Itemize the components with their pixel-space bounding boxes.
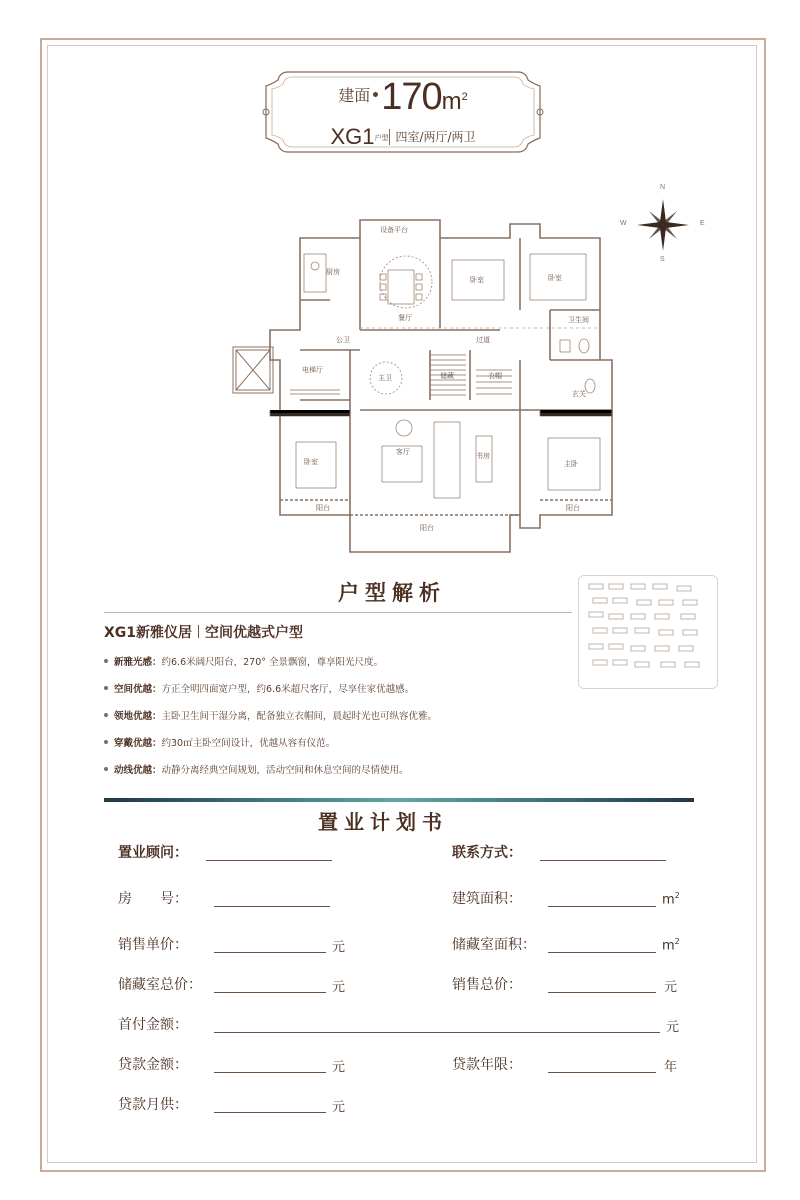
room-kitchen: 厨房	[326, 268, 340, 276]
room-bedroom-left: 卧室	[304, 458, 318, 466]
room-dining: 餐厅	[398, 314, 412, 322]
area-dot	[373, 92, 378, 97]
storage-total-label: 储藏室总价：	[118, 977, 202, 993]
sale-total-field[interactable]	[548, 992, 656, 993]
compass-n: N	[660, 184, 666, 191]
analysis-subtitle-left: XG1新雅仪居	[104, 625, 193, 641]
sale-total-label: 销售总价：	[452, 977, 522, 993]
analysis-subtitle-right: 空间优越式户型	[205, 625, 304, 641]
analysis-item: 动线优越：动静分离经典空间规划，活动空间和休息空间的尽情使用。	[104, 762, 584, 789]
floor-plan	[230, 210, 630, 555]
room-balcony-left: 阳台	[316, 504, 330, 512]
area-unit: $m^2$	[441, 88, 468, 115]
down-payment-unit: 元	[666, 1020, 680, 1035]
section-divider	[104, 788, 694, 794]
room-living: 客厅	[396, 448, 410, 456]
storage-area-label: 储藏室面积：	[452, 937, 536, 953]
analysis-item: 新雅光感：约6.6米阔尺阳台，270° 全景飘窗，尊享阳光尺度。	[104, 654, 584, 681]
storage-total-field[interactable]	[214, 992, 326, 993]
room-entry: 玄关	[572, 390, 586, 398]
room-corridor: 过道	[476, 336, 490, 344]
loan-amount-label: 贷款金额：	[118, 1057, 188, 1073]
room-master-bath: 主卫	[378, 374, 392, 382]
area-value: 170	[381, 76, 442, 118]
room-no-field[interactable]	[214, 906, 330, 907]
bullet-dot-icon	[104, 659, 108, 663]
unit-price-unit: 元	[332, 940, 346, 955]
storage-area-unit: $m^2$	[662, 937, 680, 954]
subtitle-bar	[198, 625, 199, 638]
building-area-label: 建筑面积：	[452, 891, 522, 907]
header-cartouche	[258, 64, 548, 160]
room-walk-in: 衣帽	[488, 372, 502, 380]
loan-amount-unit: 元	[332, 1060, 346, 1075]
contact-field[interactable]	[540, 860, 666, 861]
room-study: 书房	[476, 452, 490, 460]
room-bedroom-top-right: 卧室	[548, 274, 562, 282]
analysis-title: 户型解析	[338, 581, 446, 605]
storage-area-field[interactable]	[548, 952, 656, 953]
analysis-item: 领地优越：主卧卫生间干湿分离，配备独立衣帽间，晨起时光也可纵容优雅。	[104, 708, 584, 735]
compass-icon	[620, 186, 706, 264]
analysis-rule	[104, 612, 572, 613]
area-label: 建面	[338, 86, 371, 105]
room-elevator-hall: 电梯厅	[302, 366, 323, 374]
room-storage-balcony: 设备平台	[380, 226, 408, 234]
analysis-list	[104, 654, 584, 789]
bullet-dot-icon	[104, 713, 108, 717]
type-code-sub: 户型	[374, 134, 389, 142]
unit-price-label: 销售单价：	[118, 937, 188, 953]
analysis-item: 空间优越：方正全明四面宽户型，约6.6米超尺客厅，尽享住家优越感。	[104, 681, 584, 708]
layout-text: 四室/两厅/两卫	[395, 130, 476, 144]
room-balcony-right: 阳台	[566, 504, 580, 512]
room-no-label: 房 号：	[118, 891, 188, 907]
building-area-unit: $m^2$	[662, 891, 680, 908]
unit-price-field[interactable]	[214, 952, 326, 953]
contact-label: 联系方式：	[452, 845, 522, 861]
room-storage: 储藏	[440, 372, 454, 380]
monthly-label: 贷款月供：	[118, 1097, 188, 1113]
analysis-item: 穿戴优越：约30㎡主卧空间设计，优越从容有仪范。	[104, 735, 584, 762]
room-bedroom-top: 卧室	[470, 276, 484, 284]
purchase-plan-title: 置业计划书	[318, 810, 448, 834]
loan-years-label: 贷款年限：	[452, 1057, 522, 1073]
consultant-label: 置业顾问：	[118, 845, 188, 861]
site-plan-thumbnail	[578, 575, 718, 689]
bullet-dot-icon	[104, 686, 108, 690]
analysis-subtitle	[104, 622, 303, 642]
storage-total-unit: 元	[332, 980, 346, 995]
building-area-field[interactable]	[548, 906, 656, 907]
sale-total-unit: 元	[664, 980, 678, 995]
monthly-field[interactable]	[214, 1112, 326, 1113]
bullet-dot-icon	[104, 767, 108, 771]
consultant-field[interactable]	[206, 860, 332, 861]
compass-s: S	[660, 256, 665, 263]
compass-e: E	[700, 220, 705, 227]
room-master-bedroom: 主卧	[564, 460, 578, 468]
type-code: XG1	[330, 124, 375, 149]
floor-plan-drawing	[230, 210, 630, 555]
loan-years-unit: 年	[664, 1060, 678, 1075]
monthly-unit: 元	[332, 1100, 346, 1115]
room-public-bath: 公卫	[336, 336, 350, 344]
type-separator	[389, 129, 390, 145]
compass-w: W	[620, 220, 627, 227]
room-bathroom: 卫生间	[568, 316, 589, 324]
down-payment-label: 首付金额：	[118, 1017, 188, 1033]
bullet-dot-icon	[104, 740, 108, 744]
loan-amount-field[interactable]	[214, 1072, 326, 1073]
room-balcony-main: 阳台	[420, 524, 434, 532]
down-payment-field[interactable]	[214, 1032, 660, 1033]
loan-years-field[interactable]	[548, 1072, 656, 1073]
